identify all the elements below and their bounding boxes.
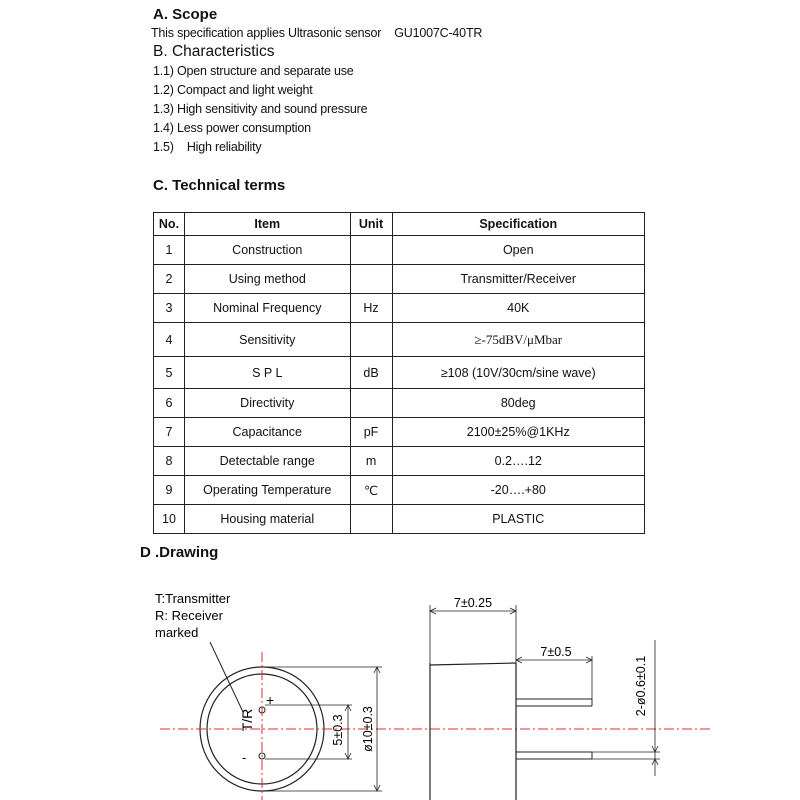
cell-spec: ≥108 (10V/30cm/sine wave) <box>392 357 645 389</box>
diameter-dimension: ø10±0.3 <box>361 706 375 752</box>
cell-no: 8 <box>154 447 185 476</box>
tr-marking: T/R <box>239 708 255 732</box>
cell-unit: Hz <box>350 294 392 323</box>
plus-sign: + <box>266 692 275 708</box>
cell-item: Housing material <box>184 505 350 534</box>
cell-unit: dB <box>350 357 392 389</box>
legend-transmitter: T:Transmitter <box>155 591 231 606</box>
header-specification: Specification <box>392 213 645 236</box>
front-view <box>160 652 710 800</box>
cell-unit: pF <box>350 418 392 447</box>
characteristic-item: 1.4) Less power consumption <box>153 121 311 135</box>
pin-length-dimension: 7±0.5 <box>540 645 572 659</box>
drawing-heading: D .Drawing <box>140 544 219 561</box>
cell-spec: ≥-75dBV/μMbar <box>392 323 645 357</box>
characteristic-item: 1.1) Open structure and separate use <box>153 64 354 78</box>
cell-no: 5 <box>154 357 185 389</box>
cell-no: 2 <box>154 265 185 294</box>
characteristic-item: 1.5) High reliability <box>153 140 262 154</box>
characteristic-item: 1.2) Compact and light weight <box>153 83 313 97</box>
cell-item: Construction <box>184 236 350 265</box>
scope-heading: A. Scope <box>153 6 218 23</box>
cell-no: 7 <box>154 418 185 447</box>
cell-spec: 40K <box>392 294 645 323</box>
legend-marked: marked <box>155 625 199 640</box>
cell-spec: -20….+80 <box>392 476 645 505</box>
body-length-dimension: 7±0.25 <box>453 596 493 610</box>
cell-no: 9 <box>154 476 185 505</box>
cell-no: 3 <box>154 294 185 323</box>
cell-spec: Transmitter/Receiver <box>392 265 645 294</box>
cell-spec: PLASTIC <box>392 505 645 534</box>
technical-heading: C. Technical terms <box>153 177 286 194</box>
cell-no: 10 <box>154 505 185 534</box>
cell-item: Operating Temperature <box>184 476 350 505</box>
cell-unit: m <box>350 447 392 476</box>
cell-item: S P L <box>184 357 350 389</box>
characteristic-item: 1.3) High sensitivity and sound pressure <box>153 102 368 116</box>
cell-item: Nominal Frequency <box>184 294 350 323</box>
cell-item: Using method <box>184 265 350 294</box>
cell-unit: ℃ <box>350 476 392 505</box>
cell-spec: 2100±25%@1KHz <box>392 418 645 447</box>
legend-receiver: R: Receiver <box>155 608 223 623</box>
side-view <box>430 596 660 800</box>
minus-sign: - <box>242 750 247 765</box>
cell-spec: 80deg <box>392 389 645 418</box>
side-body-top-edge <box>430 663 516 665</box>
pin-diameter-dimension: 2-ø0.6±0.1 <box>634 655 648 717</box>
cell-item: Capacitance <box>184 418 350 447</box>
cell-spec: 0.2….12 <box>392 447 645 476</box>
header-no: No. <box>154 213 185 236</box>
scope-text: This specification applies Ultrasonic sensor GU1007C-40TR <box>151 26 483 40</box>
cell-item: Sensitivity <box>184 323 350 357</box>
cell-no: 1 <box>154 236 185 265</box>
cell-item: Directivity <box>184 389 350 418</box>
cell-spec: Open <box>392 236 645 265</box>
cell-no: 6 <box>154 389 185 418</box>
characteristics-heading: B. Characteristics <box>153 43 275 60</box>
pin-spacing-dimension: 5±0.3 <box>331 714 345 746</box>
header-item: Item <box>184 213 350 236</box>
cell-item: Detectable range <box>184 447 350 476</box>
cell-no: 4 <box>154 323 185 357</box>
header-unit: Unit <box>350 213 392 236</box>
